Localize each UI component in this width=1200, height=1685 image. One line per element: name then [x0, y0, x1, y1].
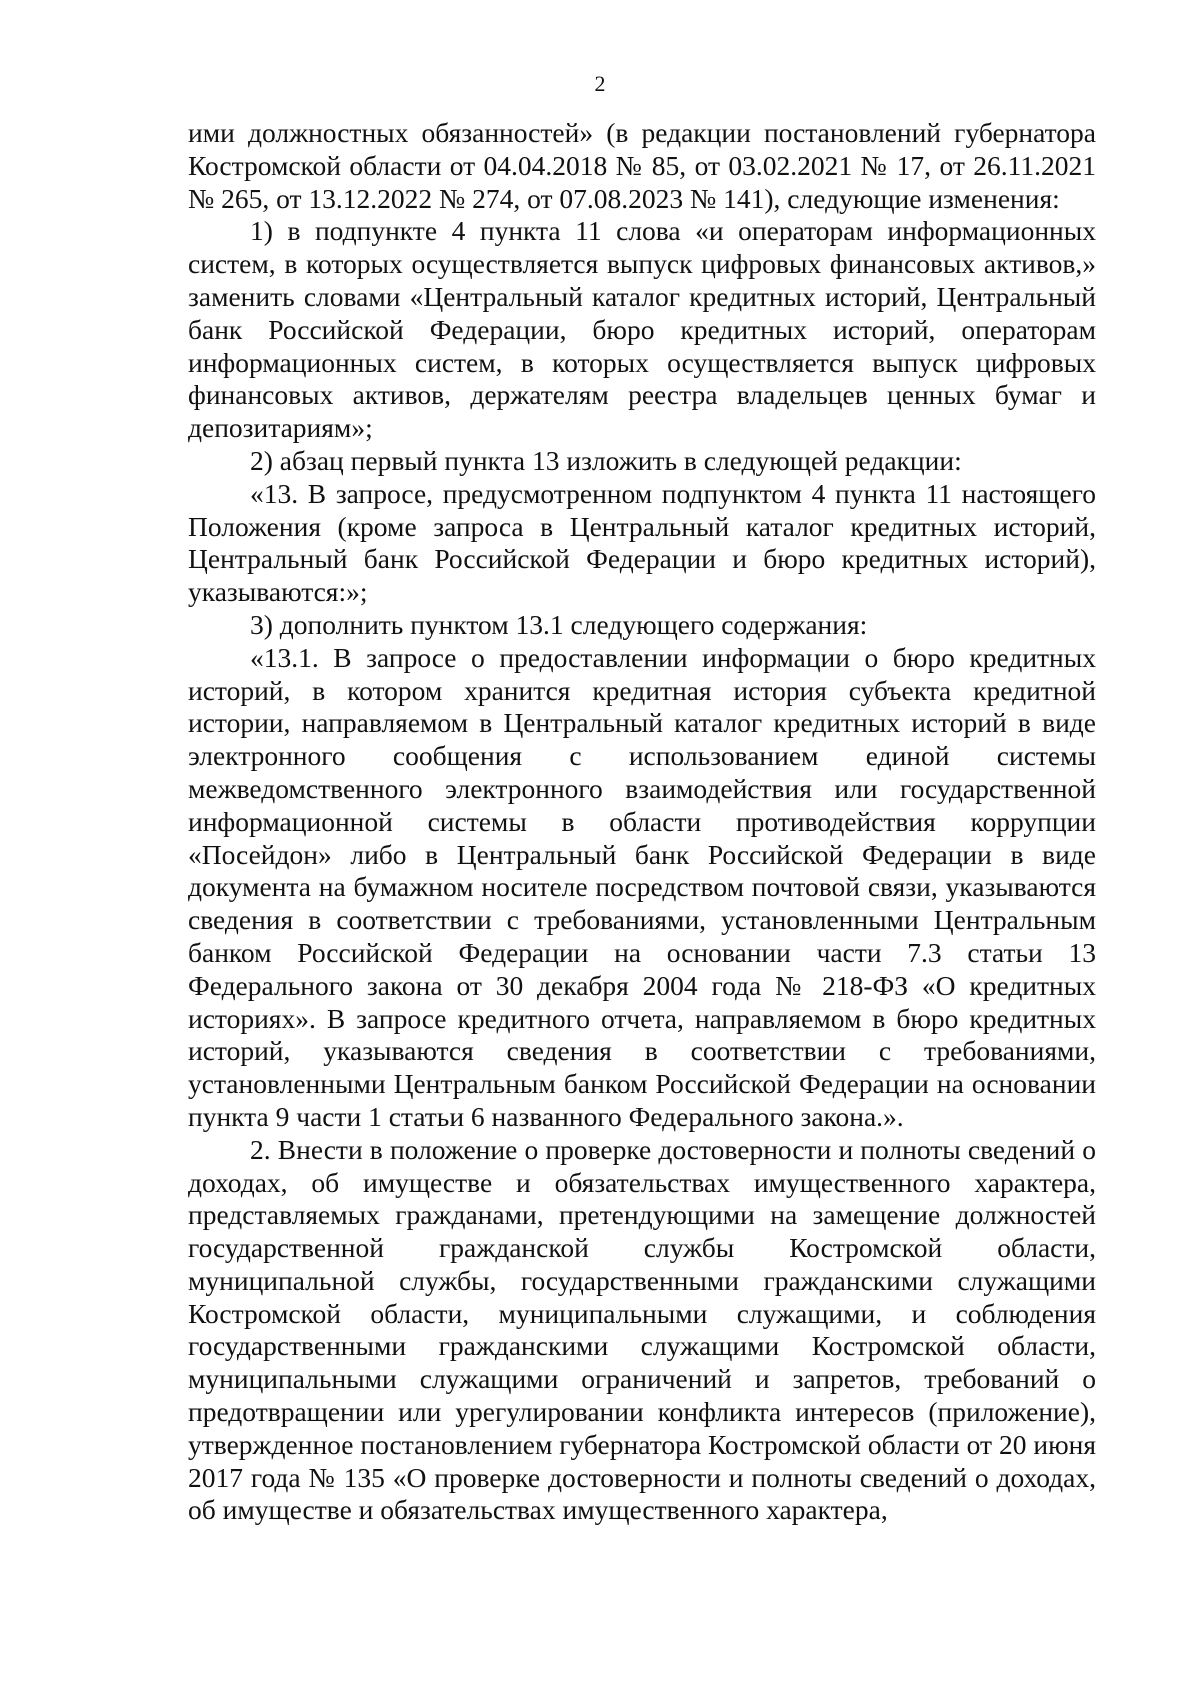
paragraph-continuation: ими должностных обязанностей» (в редакции постановлений губернатора Костромской области от 04.04.2018 № 85, от 03.02.2021 № 17, от 26.11.2021 № 265, от 13.12.2022 № 274, от 07.08.2023 № 141), следующие изменения:: [188, 117, 1096, 214]
paragraph-quote-13: «13. В запросе, предусмотренном подпунктом 4 пункта 11 настоящего Положения (кроме запроса в Центральный каталог кредитных историй, Центральный банк Российской Федерации и бюро кредитных историй), указываются:»;: [188, 477, 1096, 608]
document-body: [188, 117, 1096, 1527]
paragraph-item-1: 1) в подпункте 4 пункта 11 слова «и операторам информационных систем, в которых осуществляется выпуск цифровых финансовых активов,» заменить словами «Центральный каталог кредитных историй, Центральный банк Российской Федерации, бюро кредитных историй, операторам информационных систем, в которых осуществляется выпуск цифровых финансовых активов, держателям реестра владельцев ценных бумаг и депозитариям»;: [188, 215, 1096, 444]
page-number: 2: [594, 71, 606, 96]
paragraph-quote-13-1: «13.1. В запросе о предоставлении информации о бюро кредитных историй, в котором хранится кредитная история субъекта кредитной истории, направляемом в Центральный каталог кредитных историй в виде электронного сообщения с использованием единой системы межведомственного электронного взаимодействия или государственной информационной системы в области противодействия коррупции «Посейдон» либо в Центральный банк Российской Федерации в виде документа на бумажном носителе посредством почтовой связи, указываются сведения в соответствии с требованиями, установленными Центральным банком Российской Федерации на основании части 7.3 статьи 13 Федерального закона от 30 декабря 2004 года № 218-ФЗ «О кредитных историях». В запросе кредитного отчета, направляемом в бюро кредитных историй, указываются сведения в соответствии с требованиями, установленными Центральным банком Российской Федерации на основании пункта 9 части 1 статьи 6 названного Федерального закона.».: [188, 641, 1096, 1132]
paragraph-item-2: 2) абзац первый пункта 13 изложить в следующей редакции:: [250, 444, 962, 476]
paragraph-item-3: 3) дополнить пунктом 13.1 следующего содержания:: [250, 608, 868, 640]
paragraph-section-2: 2. Внести в положение о проверке достоверности и полноты сведений о доходах, об имуществе и обязательствах имущественного характера, представляемых гражданами, претендующими на замещение должностей государственной гражданской службы Костромской области, муниципальной службы, государственными гражданскими служащими Костромской области, муниципальными служащими, и соблюдения государственными гражданскими служащими Костромской области, муниципальными служащими ограничений и запретов, требований о предотвращении или урегулировании конфликта интересов (приложение), утвержденное постановлением губернатора Костромской области от 20 июня 2017 года № 135 «О проверке достоверности и полноты сведений о доходах, об имуществе и обязательствах имущественного характера,: [188, 1133, 1096, 1526]
